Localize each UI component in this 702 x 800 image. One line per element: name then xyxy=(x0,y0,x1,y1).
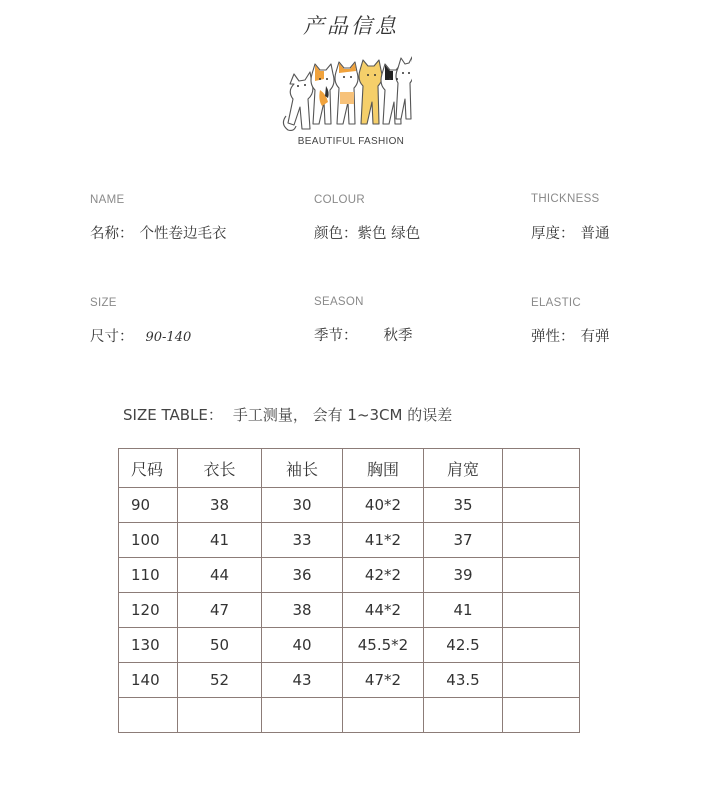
table-cell: 110 xyxy=(119,558,178,593)
table-row xyxy=(119,593,580,628)
table-row xyxy=(119,488,580,523)
table-cell xyxy=(503,558,580,593)
table-cell: 36 xyxy=(262,558,343,593)
table-cell: 33 xyxy=(262,523,343,558)
table-row xyxy=(119,558,580,593)
table-cell xyxy=(503,628,580,663)
table-cell: 40 xyxy=(262,628,343,663)
table-cell: 130 xyxy=(119,628,178,663)
table-header-cell: 袖长 xyxy=(262,449,343,488)
table-row xyxy=(119,628,580,663)
table-header-cell: 肩宽 xyxy=(424,449,503,488)
table-header-cell xyxy=(503,449,580,488)
table-cell: 38 xyxy=(262,593,343,628)
name-label-en: NAME xyxy=(90,194,125,206)
table-cell: 42.5 xyxy=(424,628,503,663)
table-cell xyxy=(503,488,580,523)
thickness-field xyxy=(531,222,610,243)
table-cell xyxy=(119,698,178,733)
name-value: 个性卷边毛衣 xyxy=(139,226,227,242)
table-cell: 41 xyxy=(424,593,503,628)
thickness-value: 普通 xyxy=(580,226,610,242)
table-cell: 35 xyxy=(424,488,503,523)
season-value: 秋季 xyxy=(383,328,413,344)
table-row xyxy=(119,698,580,733)
table-header-cell: 胸围 xyxy=(343,449,424,488)
table-cell: 100 xyxy=(119,523,178,558)
table-cell: 50 xyxy=(178,628,262,663)
table-cell: 41*2 xyxy=(343,523,424,558)
colour-value: 紫色 绿色 xyxy=(357,226,421,242)
colour-label: 颜色： xyxy=(314,226,358,242)
size-label-en: SIZE xyxy=(90,297,117,309)
size-field xyxy=(90,325,191,346)
table-cell: 40*2 xyxy=(343,488,424,523)
colour-label-en: COLOUR xyxy=(314,194,366,206)
table-header-cell: 尺码 xyxy=(119,449,178,488)
table-row xyxy=(119,663,580,698)
table-header-cell: 衣长 xyxy=(178,449,262,488)
table-cell: 47 xyxy=(178,593,262,628)
elastic-field xyxy=(531,325,610,346)
table-cell: 30 xyxy=(262,488,343,523)
table-cell xyxy=(503,593,580,628)
table-cell: 90 xyxy=(119,488,178,523)
table-cell: 47*2 xyxy=(343,663,424,698)
table-cell: 52 xyxy=(178,663,262,698)
table-cell xyxy=(178,698,262,733)
cats-logo-illustration xyxy=(282,46,412,146)
size-label: 尺寸： xyxy=(90,329,134,345)
thickness-label-en: THICKNESS xyxy=(531,193,600,205)
size-table xyxy=(118,448,580,733)
table-cell: 45.5*2 xyxy=(343,628,424,663)
table-row xyxy=(119,523,580,558)
table-cell xyxy=(503,698,580,733)
table-cell: 44 xyxy=(178,558,262,593)
table-cell: 41 xyxy=(178,523,262,558)
table-cell: 120 xyxy=(119,593,178,628)
size-table-title: SIZE TABLE： xyxy=(123,406,223,424)
table-cell xyxy=(503,523,580,558)
table-cell: 37 xyxy=(424,523,503,558)
table-cell xyxy=(262,698,343,733)
table-cell: 44*2 xyxy=(343,593,424,628)
size-table-heading xyxy=(123,404,452,425)
page-title: 产品信息 xyxy=(303,14,399,38)
table-cell: 43 xyxy=(262,663,343,698)
season-field xyxy=(314,324,413,345)
elastic-label-en: ELASTIC xyxy=(531,297,582,309)
elastic-label: 弹性： xyxy=(531,329,575,345)
size-value: 90-140 xyxy=(145,330,192,345)
season-label: 季节： xyxy=(314,328,358,344)
table-cell xyxy=(343,698,424,733)
thickness-label: 厚度： xyxy=(531,226,575,242)
name-label: 名称： xyxy=(90,226,134,242)
elastic-value: 有弹 xyxy=(580,329,610,345)
size-table-note: 手工测量， 会有 1~3CM 的误差 xyxy=(232,406,453,424)
table-cell xyxy=(503,663,580,698)
colour-field xyxy=(314,222,420,243)
name-field xyxy=(90,222,227,243)
table-cell: 38 xyxy=(178,488,262,523)
table-cell: 43.5 xyxy=(424,663,503,698)
table-cell: 42*2 xyxy=(343,558,424,593)
table-cell: 39 xyxy=(424,558,503,593)
table-cell: 140 xyxy=(119,663,178,698)
logo-caption: BEAUTIFUL FASHION xyxy=(297,136,405,147)
table-cell xyxy=(424,698,503,733)
table-header-row xyxy=(119,449,580,488)
season-label-en: SEASON xyxy=(314,296,364,308)
